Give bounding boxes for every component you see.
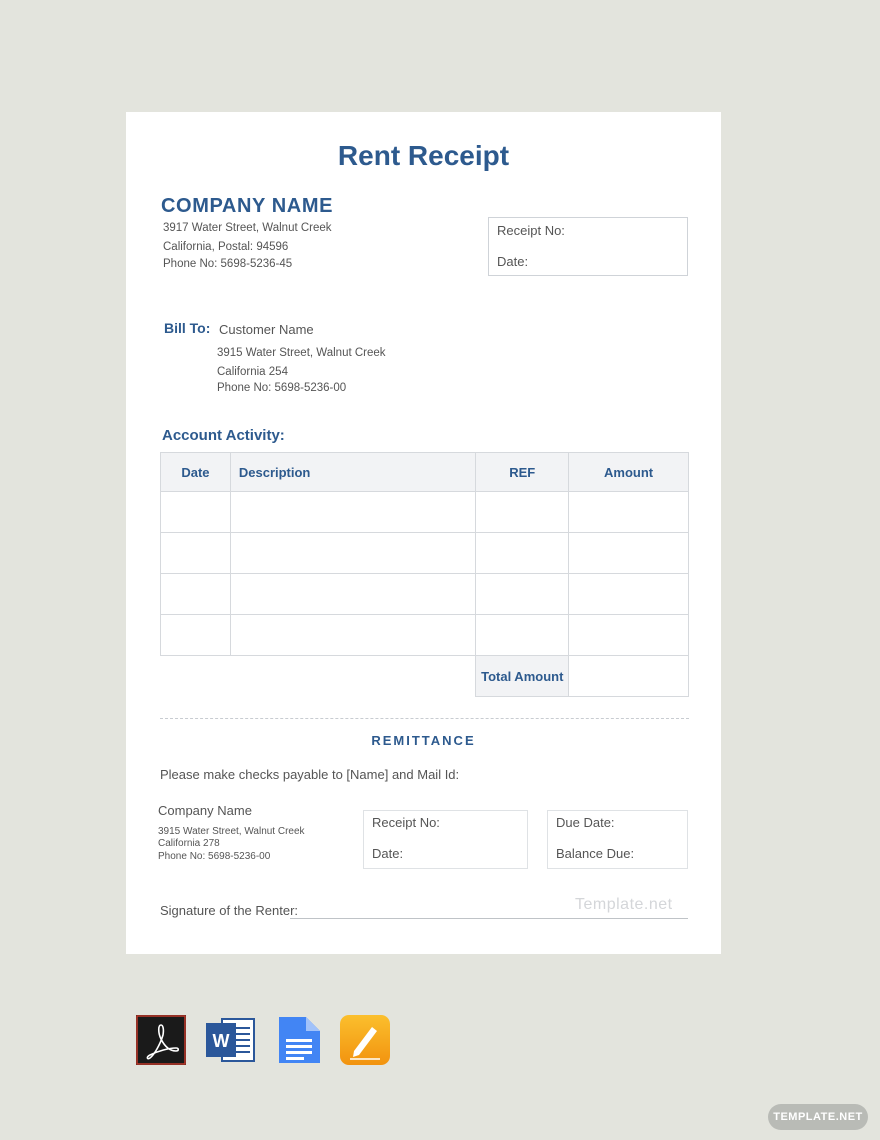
checks-payable-text: Please make checks payable to [Name] and Mail Id:: [160, 767, 460, 782]
table-cell[interactable]: [161, 533, 231, 574]
table-row: [161, 492, 689, 533]
remit-phone: Phone No: 5698-5236-00: [158, 851, 271, 862]
balance-due-label: Balance Due:: [556, 846, 635, 861]
receipt-document: [126, 112, 721, 954]
remit-date-label: Date:: [372, 846, 404, 861]
col-header-ref: REF: [476, 453, 569, 492]
account-activity-label: Account Activity:: [162, 427, 285, 444]
table-cell[interactable]: [476, 615, 569, 656]
table-cell[interactable]: [476, 492, 569, 533]
customer-phone: Phone No: 5698-5236-00: [217, 382, 347, 394]
google-docs-icon[interactable]: [274, 1015, 324, 1065]
customer-name: Customer Name: [219, 322, 314, 337]
table-cell[interactable]: [161, 615, 231, 656]
document-title: Rent Receipt: [337, 140, 510, 171]
company-name: COMPANY NAME: [161, 195, 334, 217]
empty-cell: [230, 656, 475, 697]
company-phone: Phone No: 5698-5236-45: [163, 258, 293, 270]
receipt-no-label: Receipt No:: [497, 223, 565, 238]
remit-receipt-box: [363, 810, 528, 869]
company-address-line2: California, Postal: 94596: [163, 241, 289, 253]
watermark: Template.net: [575, 896, 673, 913]
remit-company-name: Company Name: [158, 803, 252, 818]
account-activity-table: [160, 452, 689, 697]
table-cell[interactable]: [230, 533, 475, 574]
table-cell[interactable]: [230, 574, 475, 615]
table-cell[interactable]: [230, 615, 475, 656]
pages-icon[interactable]: [340, 1015, 390, 1065]
table-header-row: [161, 453, 689, 492]
remit-due-box: [547, 810, 688, 869]
table-cell[interactable]: [476, 574, 569, 615]
table-row: [161, 574, 689, 615]
remit-receipt-no-label: Receipt No:: [372, 815, 440, 830]
col-header-description: Description: [230, 453, 475, 492]
date-label: Date:: [497, 254, 529, 269]
total-amount-cell[interactable]: [569, 656, 689, 697]
customer-address-line1: 3915 Water Street, Walnut Creek: [217, 347, 386, 359]
table-cell[interactable]: [569, 533, 689, 574]
table-cell[interactable]: [161, 492, 231, 533]
total-row: [161, 656, 689, 697]
customer-address-line2: California 254: [217, 366, 288, 378]
table-cell[interactable]: [476, 533, 569, 574]
table-cell[interactable]: [569, 574, 689, 615]
company-address-line1: 3917 Water Street, Walnut Creek: [163, 222, 332, 234]
remittance-title: REMITTANCE: [371, 733, 476, 748]
table-cell[interactable]: [230, 492, 475, 533]
svg-text:W: W: [212, 1031, 230, 1051]
empty-cell: [161, 656, 231, 697]
signature-line[interactable]: [290, 918, 688, 919]
table-cell[interactable]: [161, 574, 231, 615]
pdf-icon[interactable]: [136, 1015, 186, 1065]
table-cell[interactable]: [569, 615, 689, 656]
receipt-info-box: [488, 217, 688, 276]
remit-address-line2: California 278: [158, 838, 220, 849]
table-row: [161, 533, 689, 574]
due-date-label: Due Date:: [556, 815, 615, 830]
signature-label: Signature of the Renter:: [160, 903, 299, 918]
dashed-divider: [160, 718, 689, 719]
table-row: [161, 615, 689, 656]
col-header-date: Date: [161, 453, 231, 492]
col-header-amount: Amount: [569, 453, 689, 492]
total-amount-label: Total Amount: [476, 656, 569, 697]
bill-to-label: Bill To:: [164, 320, 211, 336]
word-icon[interactable]: [206, 1015, 256, 1065]
table-cell[interactable]: [569, 492, 689, 533]
template-net-badge[interactable]: TEMPLATE.NET: [768, 1104, 868, 1130]
remit-address-line1: 3915 Water Street, Walnut Creek: [158, 826, 305, 837]
